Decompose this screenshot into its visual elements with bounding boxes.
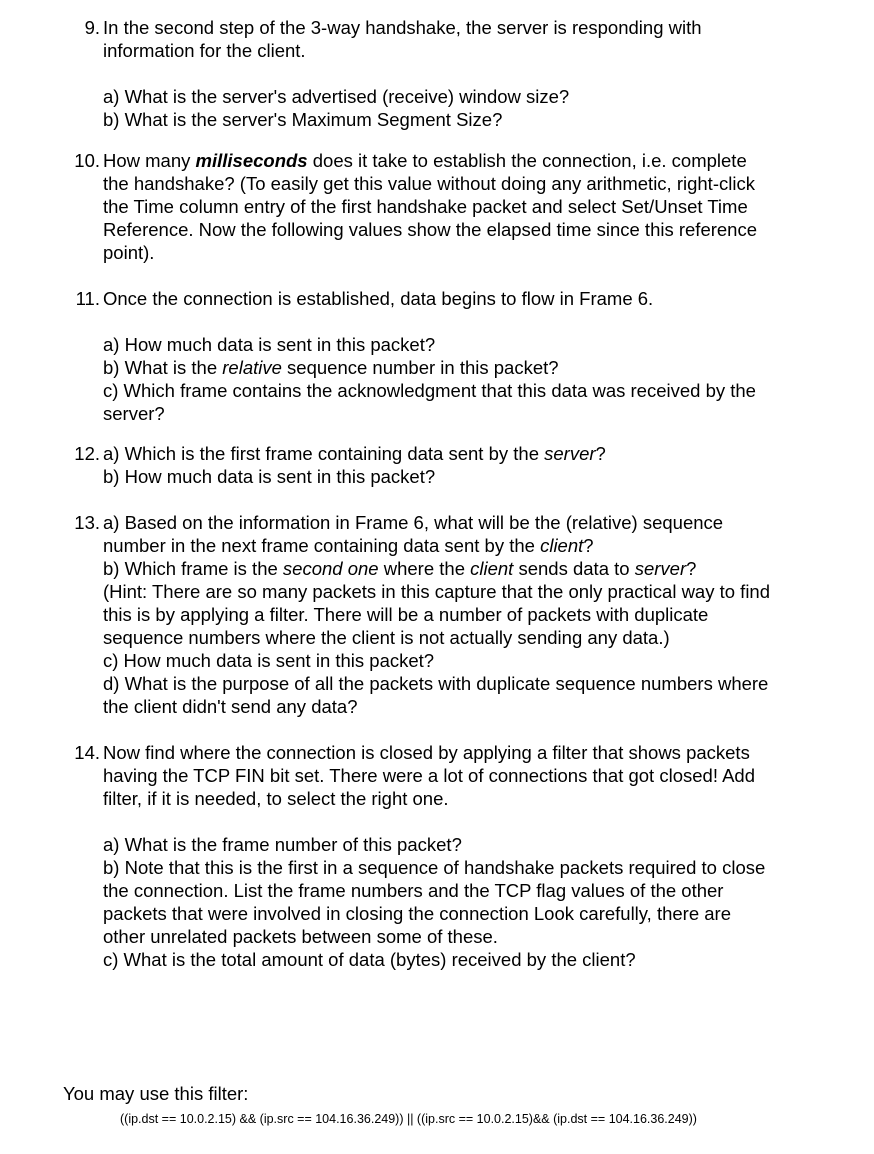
sub-question-a: a) What is the server's advertised (receive) window size? xyxy=(103,86,570,107)
emphasis-client: client xyxy=(540,535,584,556)
text-line: the handshake? (To easily get this value without doing any arithmetic, right-click xyxy=(103,173,755,194)
text-line: Once the connection is established, data begins to flow in Frame 6. xyxy=(103,288,654,309)
text-line: the connection. List the frame numbers and the TCP flag values of the other xyxy=(103,880,724,901)
question-number: 13. xyxy=(74,512,100,533)
emphasis-milliseconds: milliseconds xyxy=(195,150,308,171)
question-text xyxy=(103,511,843,718)
text-line: the Time column entry of the first handshake packet and select Set/Unset Time xyxy=(103,196,748,217)
question-text xyxy=(103,741,843,971)
question-text xyxy=(103,149,843,264)
sub-question-a: a) Based on the information in Frame 6, what will be the (relative) sequence xyxy=(103,512,724,533)
text-line: How many milliseconds does it take to establish the connection, i.e. complete xyxy=(103,150,747,171)
sub-question-a: a) Which is the first frame containing data sent by the server? xyxy=(103,443,606,464)
text-line: other unrelated packets between some of these. xyxy=(103,926,498,947)
emphasis-server: server xyxy=(634,558,687,579)
text-line: having the TCP FIN bit set. There were a lot of connections that got closed! Add xyxy=(103,765,755,786)
sub-question-d: d) What is the purpose of all the packets with duplicate sequence numbers where xyxy=(103,673,769,694)
hint-line: this is by applying a filter. There will be a number of packets with duplicate xyxy=(103,604,709,625)
emphasis-relative: relative xyxy=(222,357,282,378)
filter-label: You may use this filter: xyxy=(63,1083,249,1104)
text-line: number in the next frame containing data sent by the client? xyxy=(103,535,594,556)
filter-expression: ((ip.dst == 10.0.2.15) && (ip.src == 104.16.36.249)) || ((ip.src == 10.0.2.15)&& (ip.dst == 104.16.36.249)) xyxy=(120,1112,697,1126)
question-number: 11. xyxy=(75,288,100,309)
emphasis-second-one: second one xyxy=(282,558,379,579)
sub-question-b: b) Note that this is the first in a sequence of handshake packets required to close xyxy=(103,857,766,878)
text-line: point). xyxy=(103,242,155,263)
emphasis-client: client xyxy=(470,558,514,579)
sub-question-c: c) What is the total amount of data (bytes) received by the client? xyxy=(103,949,636,970)
question-number: 12. xyxy=(74,443,100,464)
sub-question-c: c) How much data is sent in this packet? xyxy=(103,650,435,671)
hint-line: (Hint: There are so many packets in this capture that the only practical way to find xyxy=(103,581,771,602)
question-number: 14. xyxy=(74,742,100,763)
text-line: packets that were involved in closing the connection Look carefully, there are xyxy=(103,903,731,924)
text-line: In the second step of the 3-way handshake, the server is responding with xyxy=(103,17,702,38)
question-text xyxy=(103,287,843,425)
text-line: server? xyxy=(103,403,165,424)
text-line: the client didn't send any data? xyxy=(103,696,358,717)
sub-question-a: a) What is the frame number of this packet? xyxy=(103,834,462,855)
sub-question-b: b) What is the relative sequence number in this packet? xyxy=(103,357,559,378)
hint-line: sequence numbers where the client is not actually sending any data.) xyxy=(103,627,670,648)
question-text xyxy=(103,442,843,488)
question-text xyxy=(103,16,843,131)
question-number: 10. xyxy=(74,150,100,171)
sub-question-a: a) How much data is sent in this packet? xyxy=(103,334,436,355)
sub-question-b: b) What is the server's Maximum Segment Size? xyxy=(103,109,503,130)
text-line: filter, if it is needed, to select the right one. xyxy=(103,788,449,809)
text-line: Now find where the connection is closed by applying a filter that shows packets xyxy=(103,742,750,763)
question-number: 9. xyxy=(84,17,100,38)
text-line: information for the client. xyxy=(103,40,306,61)
text-line: Reference. Now the following values show the elapsed time since this reference xyxy=(103,219,758,240)
sub-question-b: b) How much data is sent in this packet? xyxy=(103,466,436,487)
emphasis-server: server xyxy=(544,443,596,464)
sub-question-c: c) Which frame contains the acknowledgment that this data was received by the xyxy=(103,380,756,401)
sub-question-b: b) Which frame is the second one where the client sends data to server? xyxy=(103,558,697,579)
